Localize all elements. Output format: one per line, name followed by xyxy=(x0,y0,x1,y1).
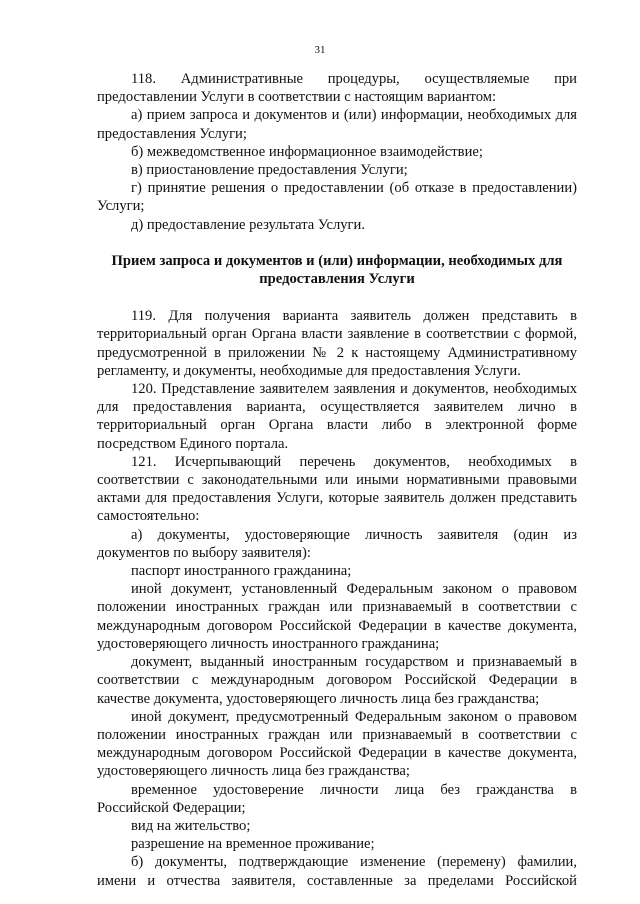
list-item-passport: паспорт иностранного гражданина; xyxy=(131,563,352,580)
paragraph-121: 121. Исчерпывающий перечень документов, необходимых в соответствии с законодательными или иными нормативными правовыми актами для предоставления Услуги, которые заявитель должен представить самостоятельно: xyxy=(97,453,577,525)
list-item-name-change-docs: б) документы, подтверждающие изменение (перемену) фамилии, имени и отчества заявителя, составленные за пределами Российской xyxy=(97,854,577,889)
list-item-temporary-id: временное удостоверение личности лица без гражданства в Российской Федерации; xyxy=(97,781,577,816)
list-item-d: д) предоставление результата Услуги. xyxy=(131,216,365,233)
paragraph-118: 118. Административные процедуры, осуществляемые при предоставлении Услуги в соответствии с настоящим вариантом: xyxy=(97,71,577,106)
paragraph-119: 119. Для получения варианта заявитель должен представить в территориальный орган Органа власти заявление в соответствии с формой, предусмотренной в приложении № 2 к настоящему Административному регламенту, и документы, необходимые для предоставления Услуги. xyxy=(97,308,577,379)
list-item-foreign-state-doc: документ, выданный иностранным государством и признаваемый в соответствии с международным договором Российской Федерации в качестве документа, удостоверяющего личность лица без гражданства; xyxy=(97,654,577,707)
list-item-g: г) принятие решения о предоставлении (об отказе в предоставлении) Услуги; xyxy=(97,180,577,215)
list-item-identity-docs: а) документы, удостоверяющие личность заявителя (один из документов по выбору заявителя): xyxy=(97,526,577,561)
list-item-b: б) межведомственное информационное взаимодействие; xyxy=(131,143,483,160)
list-item-a: а) прием запроса и документов и (или) информации, необходимых для предоставления Услуги; xyxy=(97,107,577,142)
section-heading: Прием запроса и документов и (или) информации, необходимых для предоставления Услуги xyxy=(111,252,563,288)
list-item-temporary-residence: разрешение на временное проживание; xyxy=(131,836,375,853)
page-number: 31 xyxy=(314,44,326,56)
list-item-v: в) приостановление предоставления Услуги; xyxy=(131,162,408,179)
paragraph-120: 120. Представление заявителем заявления и документов, необходимых для предоставления варианта, осуществляется заявителем лично в территориальный орган Органа власти либо в электронной форме посредством Единого портала. xyxy=(97,381,577,452)
document-body xyxy=(97,70,577,890)
list-item-other-doc-foreign: иной документ, установленный Федеральным законом о правовом положении иностранных граждан или признаваемый в соответствии с международным договором Российской Федерации в качестве документа, удостоверяющего личность иностранного гражданина; xyxy=(97,581,577,652)
list-item-residence-permit: вид на жительство; xyxy=(131,817,251,834)
list-item-other-doc-stateless: иной документ, предусмотренный Федеральным законом о правовом положении иностранных граждан или признаваемый в соответствии с международным договором Российской Федерации в качестве документа, удостоверяющего личность лица без гражданства; xyxy=(97,708,577,780)
